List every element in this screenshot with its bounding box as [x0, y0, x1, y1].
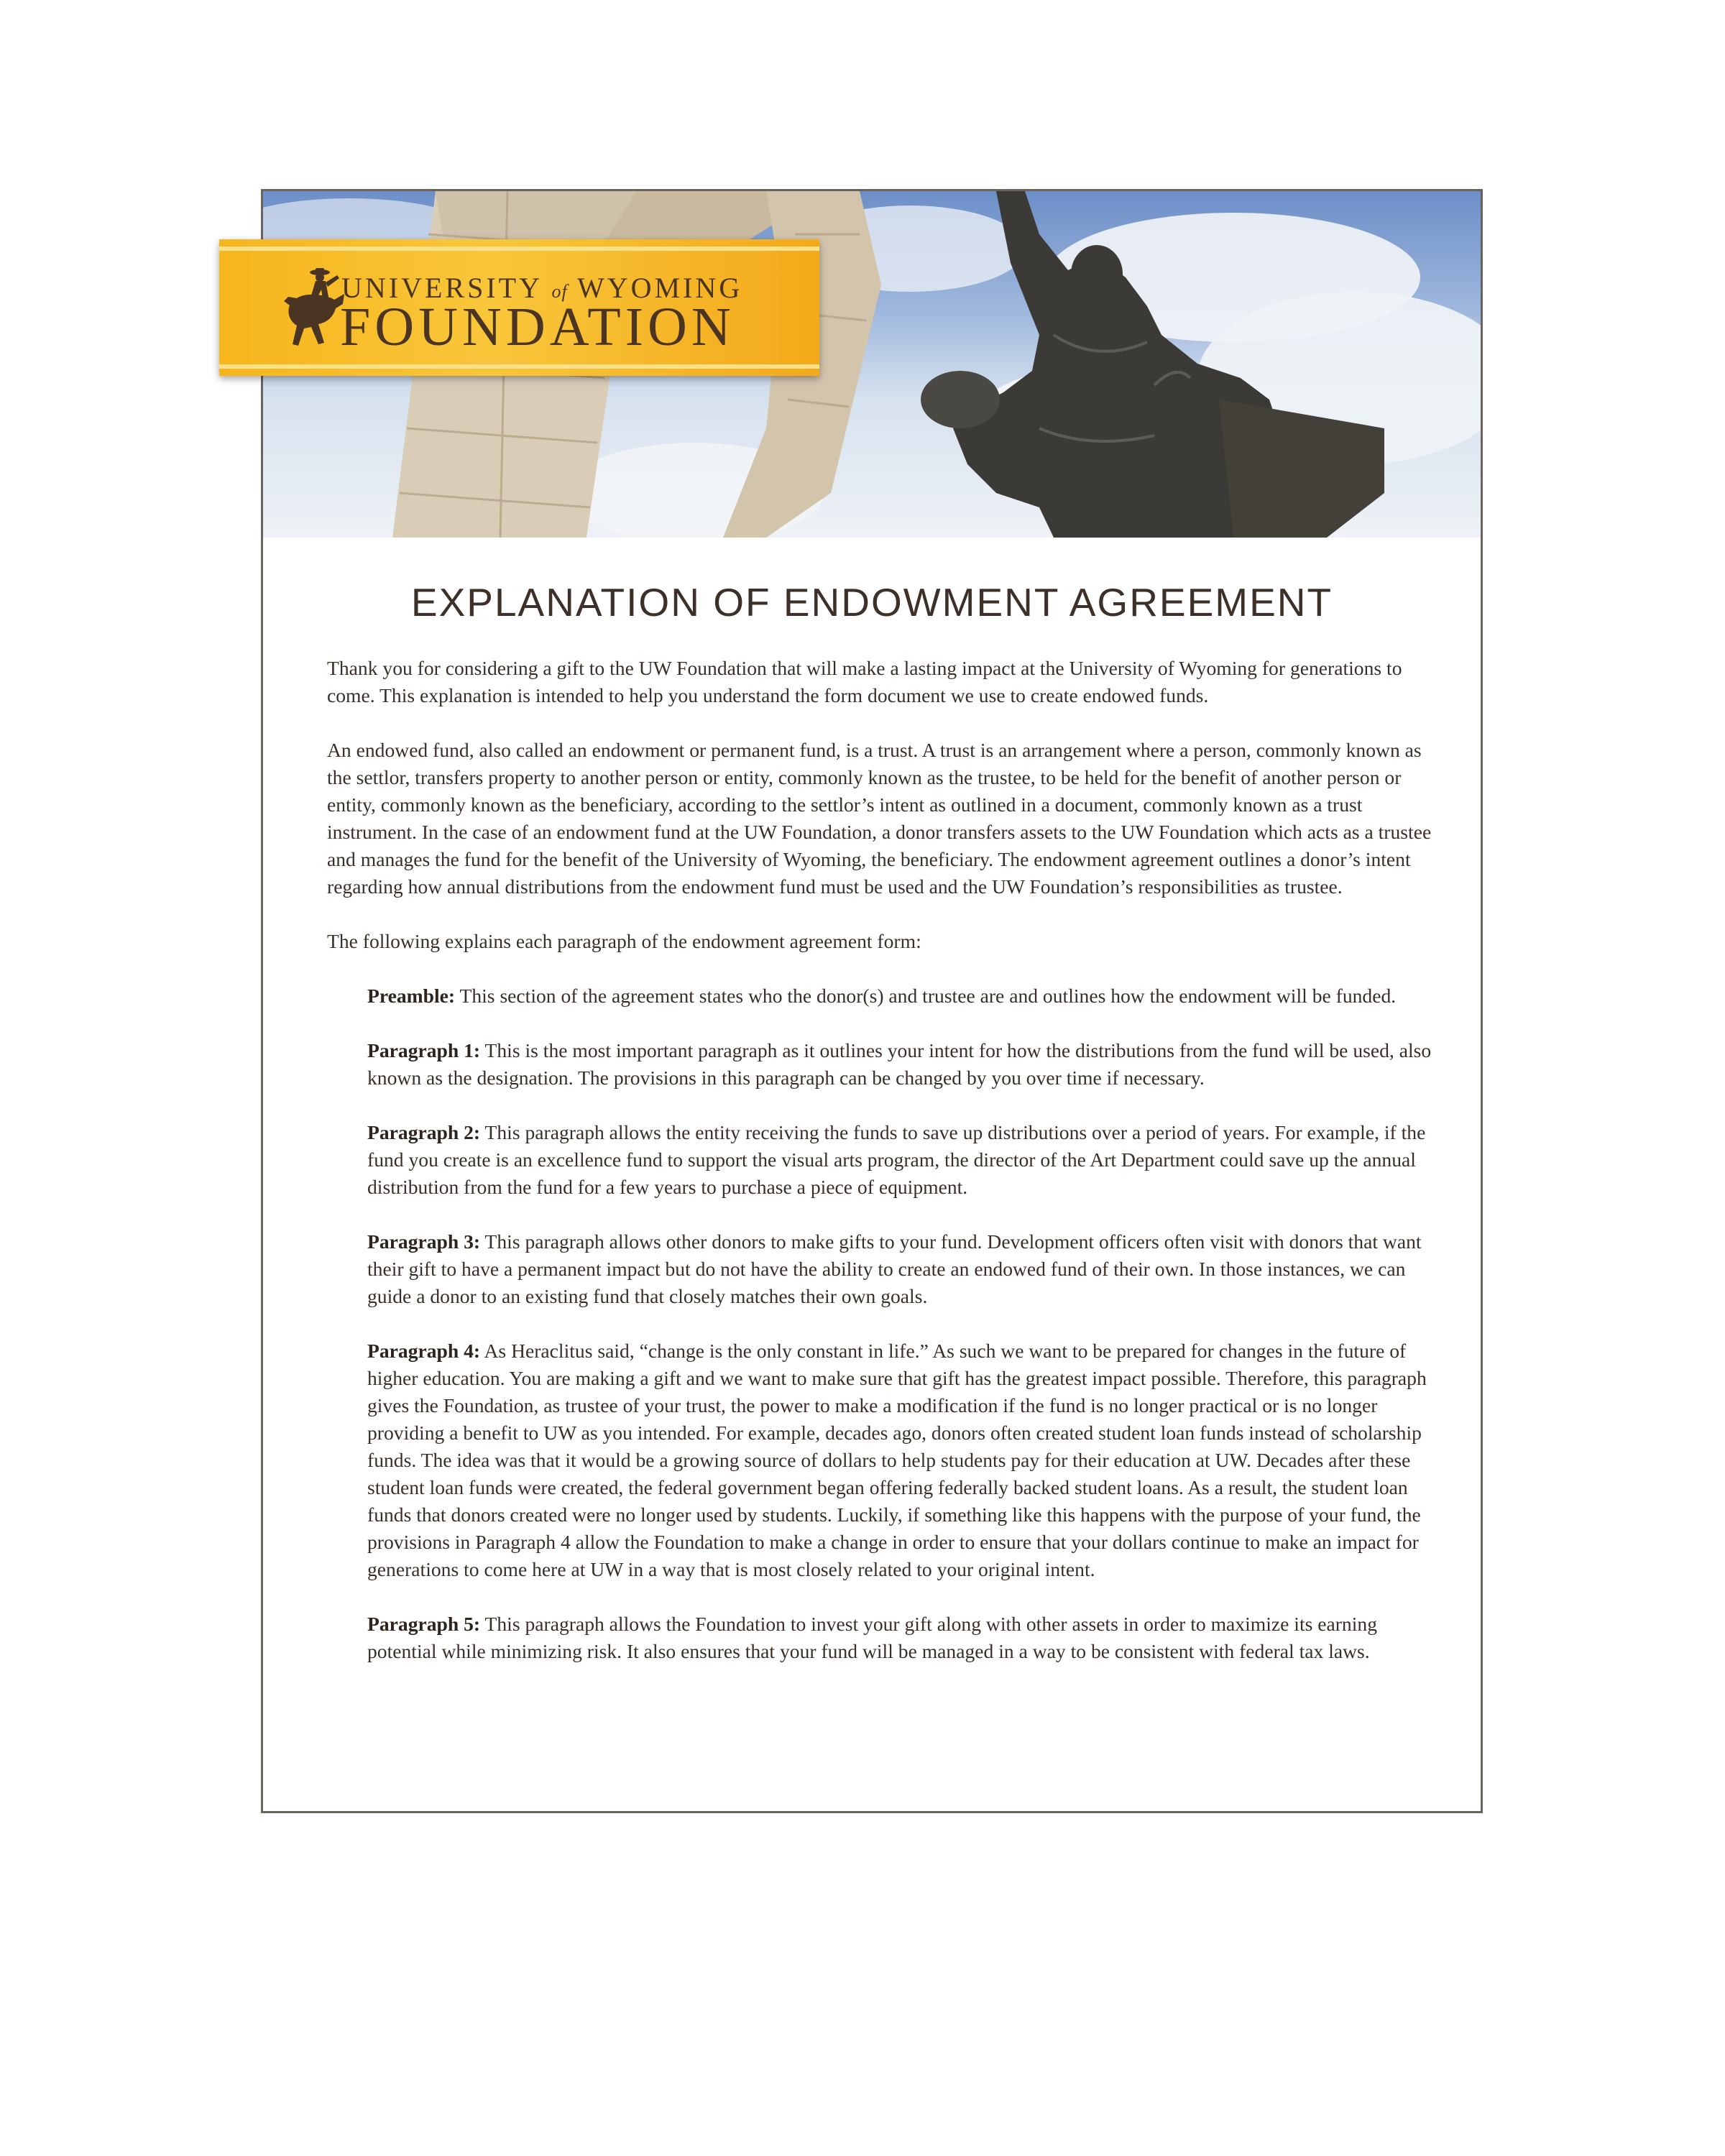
intro-paragraph: The following explains each paragraph of the endowment agreement form:: [327, 930, 921, 952]
section-text: This paragraph allows the Foundation to invest your gift along with other assets in order to maximize its earning potential while minimizing risk. It also ensures that your fund will be managed in a way to be consistent with federal tax laws.: [367, 1613, 1377, 1662]
section-text: This section of the agreement states who the donor(s) and trustee are and outlines how the endowment will be funded.: [455, 985, 1397, 1007]
section-paragraph-3: [327, 1228, 1438, 1310]
intro-paragraph: An endowed fund, also called an endowment or permanent fund, is a trust. A trust is an arrangement where a person, commonly known as the settlor, transfers property to another person or entity, commonly known as the trustee, to be held for the benefit of another person or entity, commonly known as the beneficiary, according to the settlor’s intent as outlined in a document, commonly known as a trust instrument. In the case of an endowment fund at the UW Foundation, a donor transfers assets to the UW Foundation which acts as a trustee and manages the fund for the benefit of the University of Wyoming, the beneficiary. The endowment agreement outlines a donor’s intent regarding how annual distributions from the endowment fund must be used and the UW Foundation’s responsibilities as trustee.: [327, 739, 1432, 898]
document-title: EXPLANATION OF ENDOWMENT AGREEMENT: [410, 580, 1333, 625]
section-label: Paragraph 5:: [367, 1613, 481, 1635]
section-text: This is the most important paragraph as it outlines your intent for how the distributions from the fund will be used, also known as the designation. The provisions in this paragraph can be changed by you over time if necessary.: [367, 1039, 1432, 1089]
section-paragraph-2: [327, 1119, 1438, 1201]
section-label: Paragraph 4:: [367, 1340, 481, 1362]
logo-text-university: UNIVERSITY of WYOMING: [341, 272, 743, 304]
section-text: This paragraph allows the entity receiving the funds to save up distributions over a period of years. For example, if the fund you create is an excellence fund to support the visual arts program, the director of the Art Department could save up the annual distribution from the fund for a few years to purchase a piece of equipment.: [367, 1121, 1426, 1198]
document-page: [261, 189, 1483, 1813]
section-paragraph-1: [327, 1037, 1438, 1092]
section-preamble: [327, 982, 1438, 1010]
section-text: This paragraph allows other donors to make gifts to your fund. Development officers often visit with donors that want their gift to have a permanent impact but do not have the ability to create an endowed fund of their own. In those instances, we can guide a donor to an existing fund that closely matches their own goals.: [367, 1230, 1422, 1307]
section-label: Paragraph 1:: [367, 1039, 481, 1061]
section-paragraph-5: [327, 1611, 1438, 1665]
section-label: Preamble:: [367, 985, 456, 1007]
intro-paragraph: Thank you for considering a gift to the UW Foundation that will make a lasting impact at the University of Wyoming for generations to come. This explanation is intended to help you understand the form document we use to create endowed funds.: [327, 657, 1402, 706]
section-paragraph-4: [327, 1337, 1438, 1583]
bucking-horse-rider-icon: [282, 265, 347, 350]
foundation-logo-banner: [219, 239, 819, 376]
document-body: [327, 655, 1438, 1692]
section-label: Paragraph 3:: [367, 1230, 481, 1253]
section-label: Paragraph 2:: [367, 1121, 481, 1143]
section-text: As Heraclitus said, “change is the only constant in life.” As such we want to be prepared for changes in the future of higher education. You are making a gift and we want to make sure that gift has the greatest impact possible. Therefore, this paragraph gives the Foundation, as trustee of your trust, the power to make a modification if the fund is no longer practical or is no longer providing a benefit to UW as you intended. For example, decades ago, donors often created student loan funds instead of scholarship funds. The idea was that it would be a growing source of dollars to help students pay for their education at UW. Decades after these student loan funds were created, the federal government began offering federally backed student loans. As a result, the student loan funds that donors created were no longer used by students. Luckily, if something like this happens with the purpose of your fund, the provisions in Paragraph 4 allow the Foundation to make a change in order to ensure that your dollars continue to make an impact for generations to come here at UW in a way that is most closely related to your original intent.: [367, 1340, 1427, 1580]
logo-text-foundation: FOUNDATION: [340, 297, 735, 357]
